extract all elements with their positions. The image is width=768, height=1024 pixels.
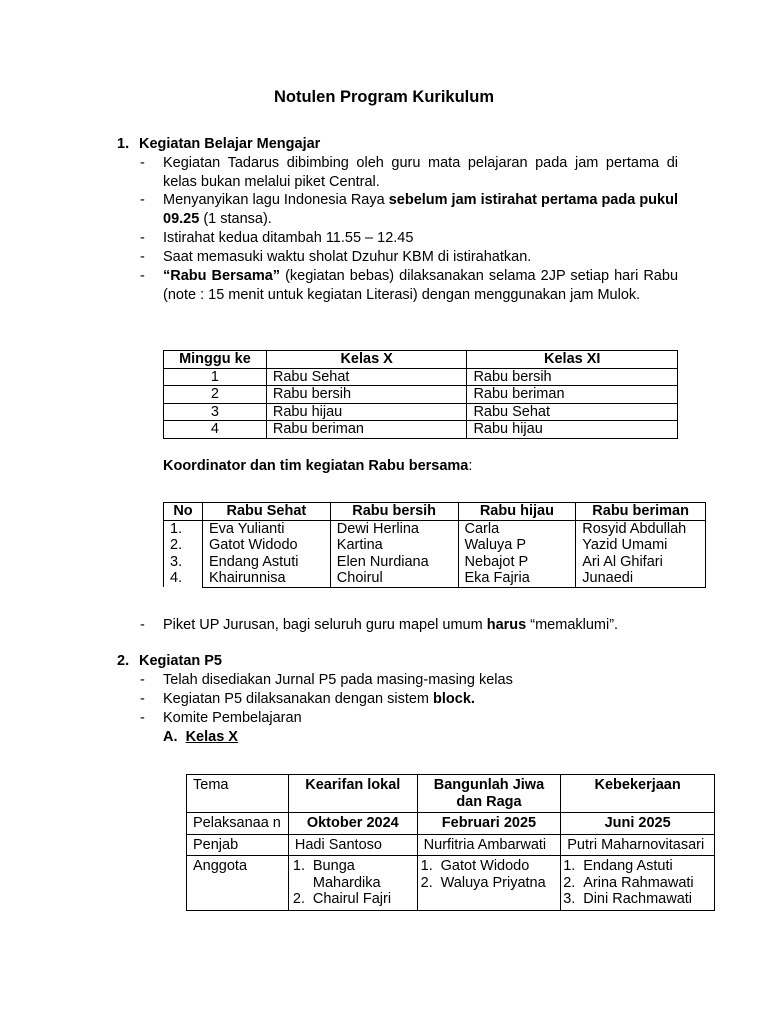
item-text: (1 stansa). [199,210,272,227]
table-cell: Kebekerjaan [561,775,715,813]
subsection-title: Kelas X [185,729,238,745]
row-number: 4. [170,570,183,586]
list-item [563,875,708,892]
row-number: 2. [170,537,183,553]
table-cell: Nurfitria Ambarwati [417,834,561,856]
item-text: Telah disediakan Jurnal P5 pada masing-masing kelas [163,672,513,688]
table-row [164,520,706,587]
list-item [293,891,411,908]
table-cell: Februari 2025 [417,813,561,835]
item-number: 2. [420,874,433,891]
table-cell: Rabu bersih [467,368,678,386]
page-title: Notulen Program Kurikulum [273,88,495,106]
table-cell: Anggota [187,856,289,911]
list-item [140,154,678,191]
table-cell: Kearifan lokal [288,775,417,813]
member-name: Rosyid Abdullah [582,520,687,537]
member-name: Dini Rachmawati [583,891,693,907]
list-item [140,616,678,635]
item-bold-text: harus [486,617,527,633]
row-number: 1. [170,520,183,537]
table-cell: 2 [164,386,267,404]
list-item [140,709,678,728]
bullet-dash: - [140,230,145,246]
member-name: Khairunnisa [208,570,286,586]
list-item [421,858,555,875]
table-cell: 4 [164,421,267,439]
item-text: (kegiatan bebas) dilaksanakan selama 2JP setiap hari Rabu (note : 15 menit untuk kegiatan Literasi) dengan menggunakan jam Mulok. [163,268,679,303]
table-cell: Penjab [187,834,289,856]
column-header: Rabu bersih [330,503,458,521]
list-item [140,248,678,267]
subsection-heading [163,729,238,745]
bullet-dash: - [140,155,145,171]
subsection-label: A. [163,729,178,745]
section-title: Kegiatan Belajar Mengajar [139,136,321,152]
table-cell [288,856,417,911]
item-bold-text: “Rabu Bersama” [163,268,281,284]
table-cell: Rabu Sehat [266,368,467,386]
table-cell: 3 [164,403,267,421]
list-item [293,858,411,891]
bullet-dash: - [140,192,145,208]
table-cell [576,520,706,587]
table-cell [458,520,576,587]
list-item [421,875,555,892]
table-row [164,386,678,404]
column-header: Rabu hijau [458,503,576,521]
table-row [187,813,715,835]
table-cell [417,856,561,911]
list-item [140,229,678,248]
table-cell: Bangunlah Jiwa dan Raga [417,775,561,813]
item-text: Istirahat kedua ditambah 11.55 – 12.45 [163,230,414,246]
item-text: Kegiatan P5 dilaksanakan dengan sistem [163,691,434,707]
column-header: Rabu beriman [576,503,706,521]
member-name: Carla [464,520,500,537]
column-header: Minggu ke [164,351,267,369]
member-name: Junaedi [582,570,634,586]
item-number: 2. [292,891,305,907]
section-2-heading [117,653,222,669]
coordinator-heading-text: Koordinator dan tim kegiatan Rabu bersama [163,458,469,474]
coordinator-heading [163,458,472,474]
member-name: Eka Fajria [464,570,530,586]
item-number: 1. [563,858,576,874]
table-cell: Rabu hijau [266,403,467,421]
member-name: Gatot Widodo [440,858,530,874]
item-text: Kegiatan Tadarus dibimbing oleh guru mata pelajaran pada jam pertama di kelas bukan melalui piket Central. [163,155,678,190]
item-number: 1. [420,858,433,874]
member-name: Eva Yulianti [208,520,285,537]
table-row [187,856,715,911]
table-cell: Rabu beriman [467,386,678,404]
column-header: No [164,503,203,521]
item-text: Menyanyikan lagu Indonesia Raya [163,192,389,208]
bullet-dash: - [140,672,145,688]
member-name: Dewi Herlina [336,520,419,537]
member-name: Endang Astuti [208,553,299,570]
colon: : [468,458,473,474]
table-cell: Rabu bersih [266,386,467,404]
table-cell: Juni 2025 [561,813,715,835]
table-row [164,421,678,439]
member-name: Gatot Widodo [208,537,298,553]
table-cell [164,520,203,587]
member-name: Kartina [336,537,383,553]
table-cell [330,520,458,587]
item-bold-text: block. [433,691,475,707]
list-item [140,671,678,690]
member-name: Bunga Mahardika [312,858,381,891]
bullet-dash: - [140,691,145,707]
bullet-dash: - [140,249,145,265]
table-cell [202,520,330,587]
table-row [187,834,715,856]
section-title: Kegiatan P5 [139,653,222,669]
table-cell: Rabu hijau [467,421,678,439]
item-text: “memaklumi”. [526,617,619,633]
list-item [140,267,678,304]
table-cell: Rabu Sehat [467,403,678,421]
schedule-table [163,350,678,439]
member-name: Chairul Fajri [312,891,392,907]
member-name: Ari Al Ghifari [582,553,663,570]
bullet-dash: - [140,617,145,633]
section-1-heading [117,136,320,152]
member-name: Arina Rahmawati [583,874,694,891]
item-text: Saat memasuki waktu sholat Dzuhur KBM di istirahatkan. [163,249,532,265]
item-number: 3. [563,891,576,907]
table-header-row [164,351,678,369]
list-item [563,891,708,908]
member-name: Nebajot P [464,553,529,570]
column-header: Rabu Sehat [202,503,330,521]
member-name: Choirul [336,570,383,586]
section-number: 2. [117,653,130,669]
table-cell: Tema [187,775,289,813]
coordinator-table [163,502,706,588]
bullet-dash: - [140,710,145,726]
item-text: Komite Pembelajaran [163,710,302,726]
list-item [563,858,708,875]
table-cell: Oktober 2024 [288,813,417,835]
item-number: 2. [563,874,576,891]
table-cell: Rabu beriman [266,421,467,439]
member-name: Yazid Umami [582,537,668,553]
list-item [140,191,678,228]
section-number: 1. [117,136,130,152]
column-header: Kelas XI [467,351,678,369]
item-text: Piket UP Jurusan, bagi seluruh guru mapel umum [163,617,487,633]
item-number: 1. [292,858,305,874]
column-header: Kelas X [266,351,467,369]
member-name: Endang Astuti [583,858,673,874]
row-number: 3. [170,553,183,570]
table-row [164,403,678,421]
table-cell: Pelaksanaa n [187,813,289,835]
table-header-row [164,503,706,521]
table-cell [561,856,715,911]
member-name: Waluya P [464,537,527,553]
list-item [140,690,678,709]
table-cell: 1 [164,368,267,386]
table-row [164,368,678,386]
table-cell: Hadi Santoso [288,834,417,856]
member-name: Waluya Priyatna [440,874,546,891]
item-bold-text: sebelum jam istirahat pertama pada pukul 09.25 [163,192,678,227]
p5-table [186,774,715,911]
bullet-dash: - [140,268,145,284]
member-name: Elen Nurdiana [336,553,429,570]
table-row [187,775,715,813]
table-cell: Putri Maharnovitasari [561,834,715,856]
